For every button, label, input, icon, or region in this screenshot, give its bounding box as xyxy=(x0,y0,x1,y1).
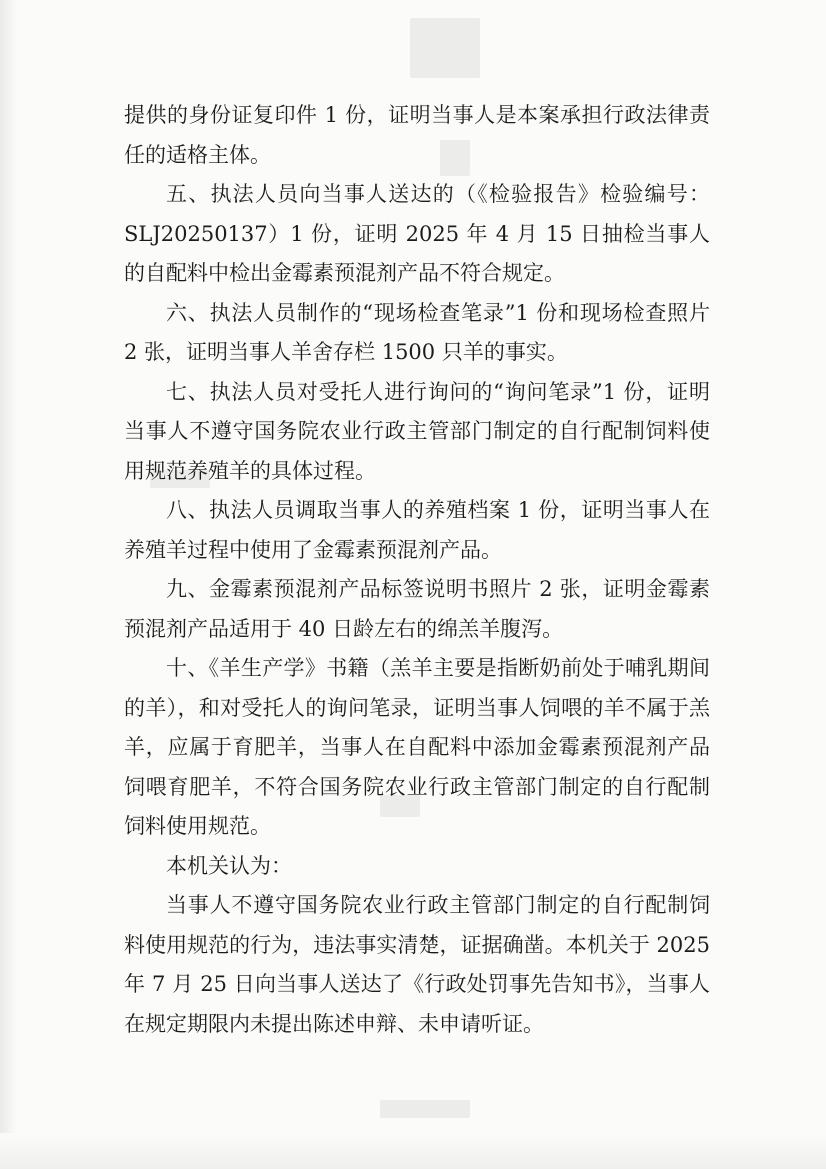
paragraph-evidence-5: 五、执法人员向当事人送达的（《检验报告》检验编号：SLJ20250137）1 份，证明 2025 年 4 月 15 日抽检当事人的自配料中检出金霉素预混剂产品不符合规定。 xyxy=(124,182,710,285)
paragraph-evidence-9: 九、金霉素预混剂产品标签说明书照片 2 张，证明金霉素预混剂产品适用于 40 日龄左右的绵羔羊腹泻。 xyxy=(124,577,710,641)
paragraph-evidence-8: 八、执法人员调取当事人的养殖档案 1 份，证明当事人在养殖羊过程中使用了金霉素预混剂产品。 xyxy=(124,498,710,562)
scan-shadow-left xyxy=(0,0,16,1169)
paragraph-evidence-6: 六、执法人员制作的“现场检查笔录”1 份和现场检查照片 2 张，证明当事人羊舍存栏 1500 只羊的事实。 xyxy=(124,300,710,364)
paragraph-identity-evidence: 提供的身份证复印件 1 份，证明当事人是本案承担行政法律责任的适格主体。 xyxy=(124,103,710,167)
show-through-mark xyxy=(380,1100,470,1118)
paragraph-evidence-10: 十、《羊生产学》书籍（羔羊主要是指断奶前处于哺乳期间的羊），和对受托人的询问笔录，证明当事人饲喂的羊不属于羔羊，应属于育肥羊，当事人在自配料中添加金霉素预混剂产品饲喂育肥羊，不符合国务院农业行政主管部门制定的自行配制饲料使用规范。 xyxy=(124,656,710,838)
paragraph-agency-conclusion: 当事人不遵守国务院农业行政主管部门制定的自行配制饲料使用规范的行为，违法事实清楚，证据确凿。本机关于 2025 年 7 月 25 日向当事人送达了《行政处罚事先告知书》，当事人在规定期限内未提出陈述申辩、未申请听证。 xyxy=(124,893,710,1036)
paragraph-agency-opinion-heading: 本机关认为： xyxy=(166,853,292,878)
body-text xyxy=(124,96,710,1044)
show-through-mark xyxy=(410,18,480,78)
scan-shadow-bottom xyxy=(0,1133,826,1169)
paragraph-evidence-7: 七、执法人员对受托人进行询问的“询问笔录”1 份，证明当事人不遵守国务院农业行政主管部门制定的自行配制饲料使用规范养殖羊的具体过程。 xyxy=(124,379,710,483)
